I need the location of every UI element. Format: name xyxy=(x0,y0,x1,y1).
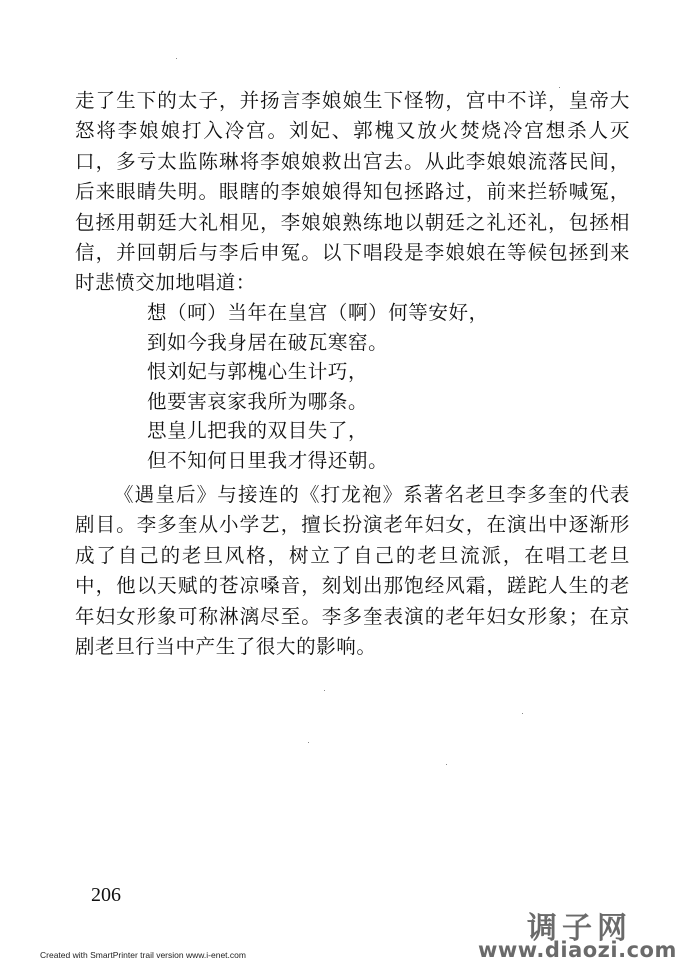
body-paragraph-1: 走了生下的太子，并扬言李娘娘生下怪物，宫中不详，皇帝大怒将李娘娘打入冷宫。刘妃、郭槐又放火焚烧冷宫想杀人灭口，多亏太监陈琳将李娘娘救出宫去。从此李娘娘流落民间，后来眼睛失明。眼瞎的李娘娘得知包拯路过，前来拦轿喊冤，包拯用朝廷大礼相见，李娘娘熟练地以朝廷之礼还礼，包拯相信，并回朝后与李后申冤。以下唱段是李娘娘在等候包拯到来时悲愤交加地唱道： xyxy=(75,89,630,295)
watermark-url: www.diaozi.com xyxy=(478,938,677,962)
verse-line: 但不知何日里我才得还朝。 xyxy=(147,448,389,472)
verse-line: 思皇儿把我的双目失了， xyxy=(147,419,369,442)
scan-speck xyxy=(324,690,325,691)
scan-speck xyxy=(176,58,177,59)
scan-speck xyxy=(446,764,447,765)
body-paragraph-2: 《遇皇后》与接连的《打龙袍》系著名老旦李多奎的代表剧目。李多奎从小学艺，擅长扮演老年妇女，在演出中逐渐形成了自己的老旦风格，树立了自己的老旦流派，在唱工老旦中，他以天赋的苍凉嗓音，刻划出那饱经风霜，蹉跎人生的老年妇女形象可称淋漓尽至。李多奎表演的老年妇女形象；在京剧老旦行当中产生了很大的影响。 xyxy=(75,483,630,659)
scan-speck xyxy=(559,87,560,88)
lyrics-verse xyxy=(147,298,489,475)
watermark-site-name: 调子网 xyxy=(527,911,632,946)
page-number: 206 xyxy=(91,884,121,906)
verse-line: 他要害哀家我所为哪条。 xyxy=(147,389,369,413)
creator-note: Created with SmartPrinter trail version www.i-enet.com xyxy=(40,950,246,960)
verse-line: 恨刘妃与郭槐心生计巧， xyxy=(147,360,369,383)
verse-line: 想（呵）当年在皇宫（啊）何等安好， xyxy=(147,301,489,324)
verse-line: 到如今我身居在破瓦寒窑。 xyxy=(147,330,389,354)
scan-speck xyxy=(308,742,309,743)
scan-speck xyxy=(522,713,523,714)
